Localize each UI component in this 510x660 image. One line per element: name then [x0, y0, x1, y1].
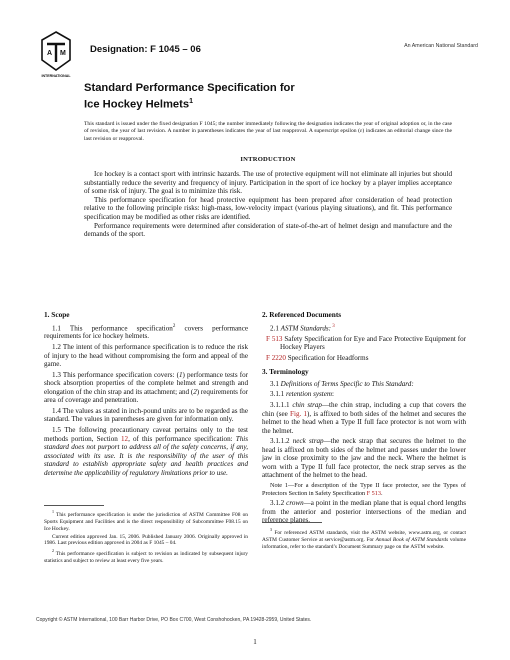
page-number: 1 [253, 638, 257, 646]
references-2-1: 2.1 ASTM Standards: $^3$ [270, 323, 335, 332]
title-line-1: Standard Performance Specification for [84, 82, 295, 94]
footnote-3: $^3$ For referenced ASTM standards, visit the ASTM website, www.astm.org, or contact ASTM Customer Service at service@astm.org. For Annual Book of ASTM Standards volume information, refer to the standard’s Document Summary page on the ASTM website. [262, 527, 467, 550]
introduction-heading: INTRODUCTION [240, 156, 296, 163]
fig-1-link[interactable]: Fig. 1 [290, 409, 308, 418]
publisher-note: An American National Standard [404, 43, 478, 49]
section-12-link[interactable]: 12 [121, 434, 129, 443]
document-title [84, 82, 424, 112]
note-f513-link[interactable]: F 513 [366, 489, 381, 497]
terminology-3-1-1-2: 3.1.1.2 neck strap—the neck strap that secures the helmet to the head is affixed on both sides of the helmet and passes under the lower jaw in close proximity to the jaw and the neck. Where the helmet is worn with a Type II full face protector, the neck strap serves as the attachment of the helmet to the head. [262, 437, 467, 480]
section-heading-references: 2. Referenced Documents [262, 310, 342, 319]
terminology-3-1: 3.1 Definitions of Terms Specific to This Standard: [270, 379, 414, 388]
reference-item: F 513 Safety Specification for Eye and Face Protective Equipment for Hockey Players [266, 334, 466, 352]
astm-logo [38, 30, 74, 80]
intro-paragraph: Performance requirements were determined after consideration of state-of-the-art of helmet design and manufacture and the demands of the sport. [84, 221, 452, 239]
footnote-ref-2[interactable]: 2 [172, 323, 176, 329]
terminology-3-1-2: 3.1.2 crown—a point in the median plane that is equal chord lengths from the anterior and posterior intersections of the median and reference planes. [262, 499, 467, 525]
footnote-2: $^2$ This performance specification is subject to revision as indicated by subsequent injury statistics and subject to review at least every five years. [44, 548, 248, 565]
scope-1-5: 1.5 The following precautionary caveat pertains only to the test methods portion, Section 12, of this performance specification: This standard does not purport to address all of the safety concerns, if any, associated with its use. It is the responsibility of the user of this standard to establish appropriate safety and health practices and determine the applicability of regulatory limitations prior to use. [44, 426, 248, 477]
introduction [84, 170, 452, 239]
footnote-divider [262, 522, 322, 523]
scope-1-4: 1.4 The values as stated in inch-pound units are to be regarded as the standard. The values in parentheses are given for information only. [44, 406, 248, 424]
scope-1-3: 1.3 This performance specification covers: (1) performance tests for shock absorption properties of the complete helmet and strength and elongation of the chin strap and its attachment; and (2) requirements for area of coverage and penetration. [44, 370, 248, 405]
title-line-2: Ice Hockey Helmets [84, 98, 190, 111]
scope-1-1: 1.1 This performance specification$^2$ covers performance requirements for ice hockey helmets. [44, 323, 248, 341]
footnote-ref-3[interactable]: 3 [331, 323, 335, 329]
terminology-3-1-1-1: 3.1.1.1 chin strap—the chin strap, including a cup that covers the chin (see Fig. 1), is affixed to both sides of the helmet and secures the helmet to the head when a Type II full face protector is not worn with the helmet. [262, 401, 467, 435]
footnotes-left [44, 509, 248, 566]
intro-paragraph: Ice hockey is a contact sport with intrinsic hazards. The use of protective equipment will not eliminate all injuries but should substantially reduce the severity and frequency of injury. Participation in the sport of ice hockey by a player implies acceptance of some risk of injury. The goal is to minimize this risk. [84, 170, 452, 196]
terminology-3-1-1: 3.1.1 retention system: [270, 390, 334, 399]
copyright: Copyright © ASTM International, 100 Barr Harbor Drive, PO Box C700, West Conshohocken, PA 19428-2959, United States. [36, 617, 312, 623]
footnote-1-edition: Current edition approved Jan. 15, 2006. Published January 2006. Originally approved in 1986. Last previous edition approved in 2004 as F 1045 – 04. [44, 533, 248, 547]
section-heading-terminology: 3. Terminology [262, 367, 309, 377]
standard-note: This standard is issued under the fixed designation F 1045; the number immediately following the designation indicates the year of original adoption or, in the case of revision, the year of last revision. A number in parentheses indicates the year of last reapproval. A superscript epsilon (ε) indicates an editorial change since the last revision or reapproval. [84, 121, 452, 142]
footnote-1: $^1$ This performance specification is under the jurisdiction of ASTM Committee F08 on Sports Equipment and Facilities and is the direct responsibility of Subcommittee F08.15 on Ice Hockey. [44, 509, 248, 532]
reference-link-f513[interactable]: F 513 [266, 334, 283, 343]
left-column [44, 311, 248, 479]
section-heading-scope: 1. Scope [44, 310, 70, 319]
intro-paragraph: This performance specification for head protective equipment has been prepared after consideration of head protection relative to the following principle risks: high-mass, low-velocity impact (various playing situations), and fit. This performance specification may be modified as other risks are identified. [84, 195, 452, 221]
reference-link-f2220[interactable]: F 2220 [266, 353, 286, 362]
designation: Designation: F 1045 – 06 [90, 44, 201, 55]
svg-text:A: A [47, 50, 53, 57]
scope-1-2: 1.2 The intent of this performance specification is to reduce the risk of injury to the head without compromising the form and appeal of the game. [44, 343, 248, 369]
right-column [262, 311, 466, 527]
svg-text:M: M [60, 50, 66, 57]
svg-text:INTERNATIONAL: INTERNATIONAL [41, 74, 71, 78]
reference-item: F 2220 Specification for Headforms [266, 353, 369, 362]
note-1: Note 1—For a description of the Type II face protector, see the Types of Protectors Section in Safety Specification F 513. [262, 481, 466, 497]
footnote-divider [44, 505, 104, 506]
title-footnote-mark[interactable]: 1 [189, 98, 194, 105]
